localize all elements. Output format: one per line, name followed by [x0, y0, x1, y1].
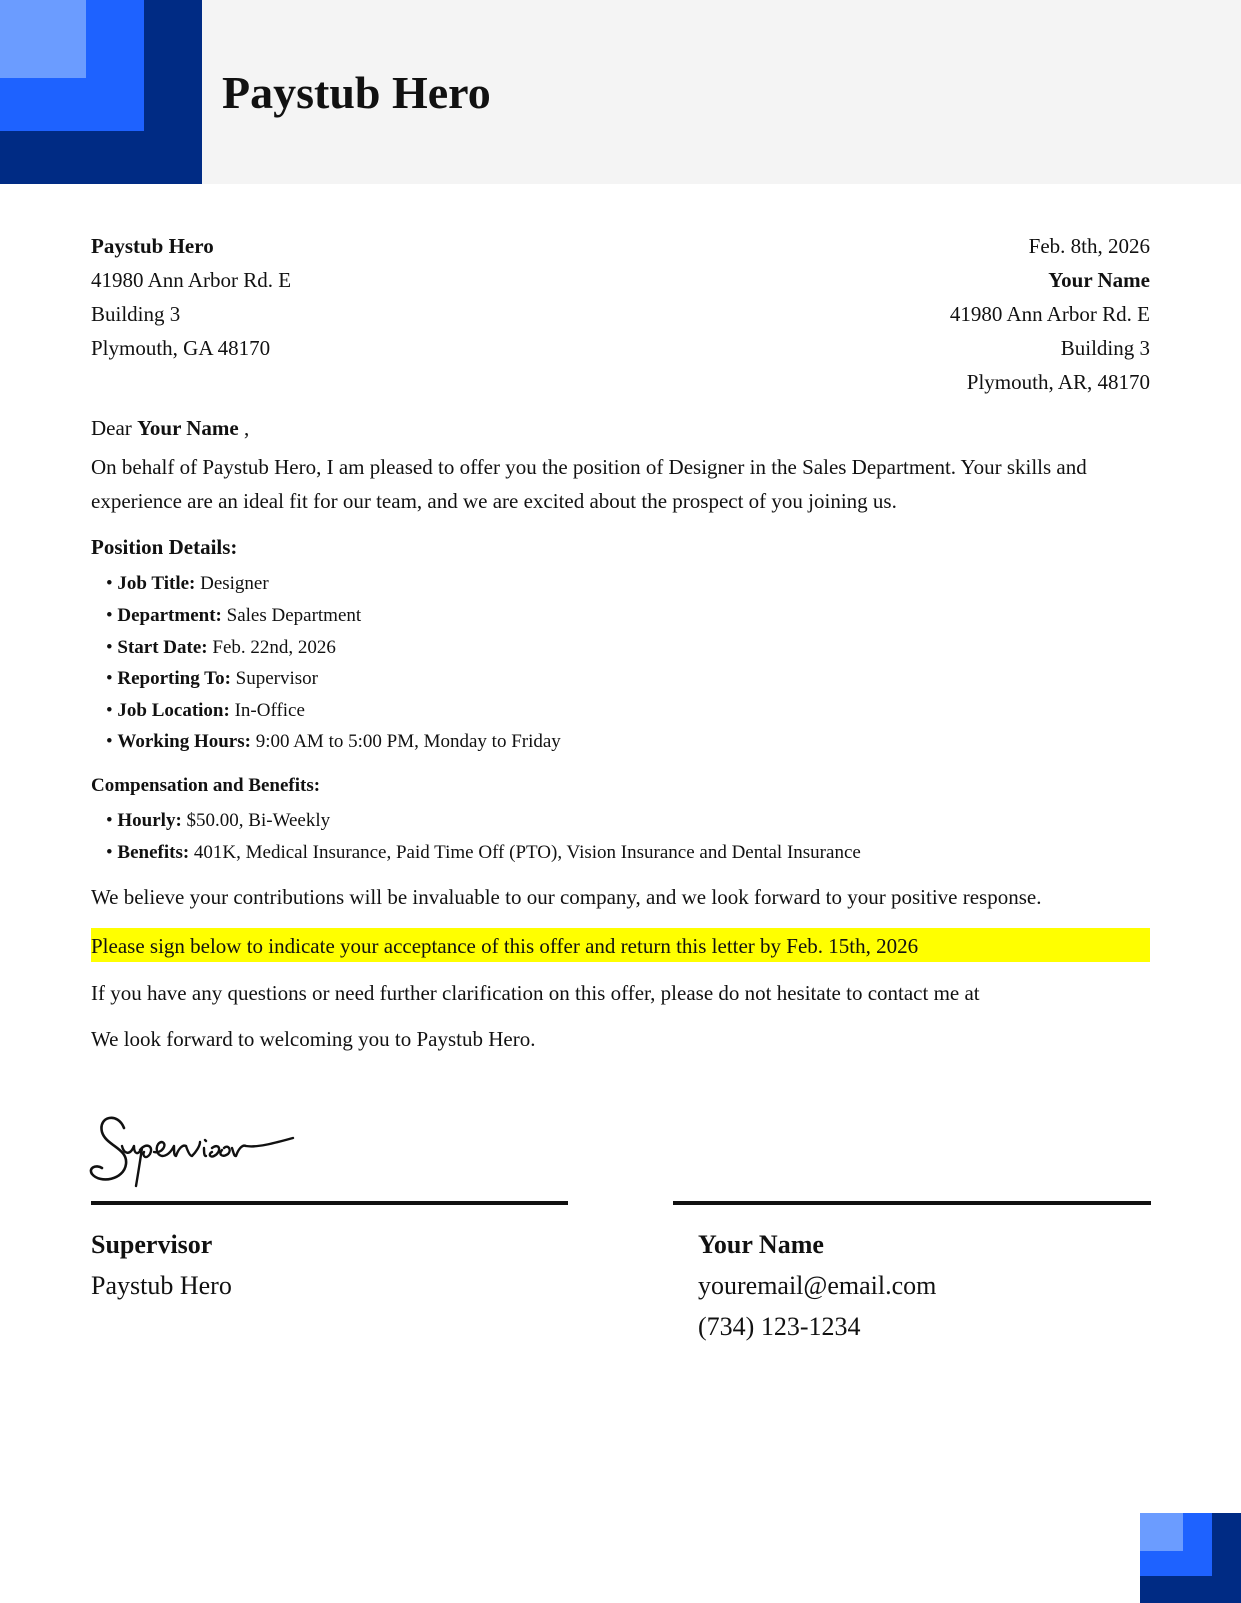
list-item: • Reporting To: Supervisor: [106, 668, 318, 689]
list-item: • Hourly: $50.00, Bi-Weekly: [106, 810, 331, 831]
letter-date: Feb. 8th, 2026: [1028, 234, 1150, 258]
welcome-paragraph: We look forward to welcoming you to Paystub Hero.: [91, 1027, 536, 1051]
signature-line-right: [673, 1201, 1151, 1205]
greeting-name: Your Name: [137, 416, 239, 440]
sender-city: Plymouth, GA 48170: [91, 336, 271, 360]
corner-decoration-top-left: [0, 0, 202, 184]
list-item: • Department: Sales Department: [106, 605, 362, 626]
recipient-phone: (734) 123-1234: [698, 1312, 861, 1341]
list-item: • Working Hours: 9:00 AM to 5:00 PM, Monday to Friday: [106, 731, 561, 752]
signer-title: Supervisor: [91, 1230, 213, 1259]
signer-company: Paystub Hero: [91, 1271, 232, 1300]
compensation-heading: Compensation and Benefits:: [91, 775, 321, 796]
list-item: • Benefits: 401K, Medical Insurance, Paid Time Off (PTO), Vision Insurance and Dental Insurance: [106, 842, 861, 863]
recipient-signer-name: Your Name: [698, 1230, 824, 1259]
intro-paragraph-line1: On behalf of Paystub Hero, I am pleased to offer you the position of Designer in the Sales Department. Your skills and: [91, 455, 1087, 479]
sender-name: Paystub Hero: [91, 234, 214, 258]
position-details-heading: Position Details:: [91, 535, 238, 559]
recipient-address1: 41980 Ann Arbor Rd. E: [949, 302, 1150, 326]
corner-decoration-bottom-right: [1140, 1513, 1241, 1603]
recipient-name: Your Name: [1048, 268, 1150, 292]
company-title: Paystub Hero: [222, 67, 491, 118]
handwritten-signature: [88, 1102, 303, 1192]
list-item: • Start Date: Feb. 22nd, 2026: [106, 637, 336, 658]
closing-paragraph: We believe your contributions will be invaluable to our company, and we look forward to your positive response.: [91, 885, 1042, 909]
greeting: Dear Your Name ,: [91, 416, 250, 440]
list-item: • Job Location: In-Office: [106, 700, 305, 721]
acceptance-text: Please sign below to indicate your acceptance of this offer and return this letter by Feb. 15th, 2026: [91, 934, 919, 958]
sender-address2: Building 3: [91, 302, 181, 326]
recipient-city: Plymouth, AR, 48170: [966, 370, 1150, 394]
recipient-address2: Building 3: [1060, 336, 1150, 360]
list-item: • Job Title: Designer: [106, 573, 269, 594]
contact-paragraph: If you have any questions or need further clarification on this offer, please do not hesitate to contact me at: [91, 981, 980, 1005]
intro-paragraph-line2: experience are an ideal fit for our team, and we are excited about the prospect of you joining us.: [91, 489, 897, 513]
signature-line-left: [91, 1201, 568, 1205]
sender-address1: 41980 Ann Arbor Rd. E: [91, 268, 292, 292]
recipient-email: youremail@email.com: [698, 1271, 937, 1300]
